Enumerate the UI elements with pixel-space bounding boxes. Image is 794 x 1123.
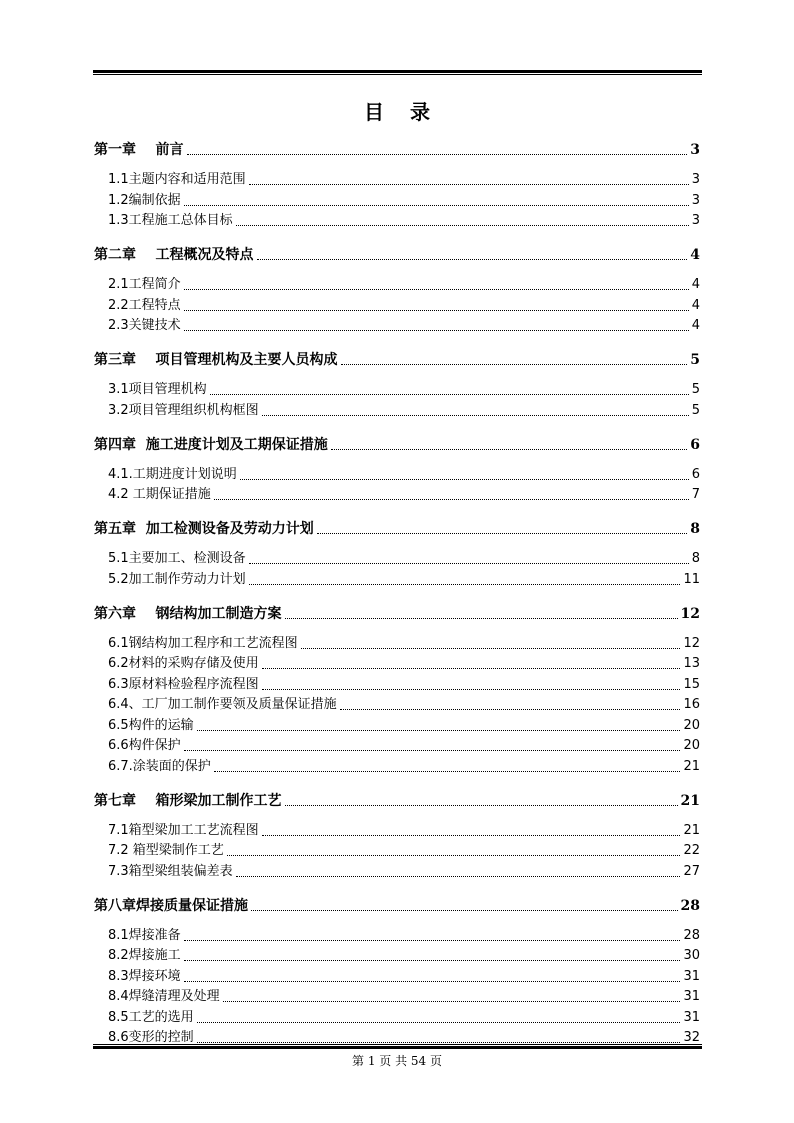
toc-section-entry[interactable]: [94, 296, 700, 316]
toc-section-entry[interactable]: [94, 549, 700, 569]
toc-entry-page: 3: [690, 142, 700, 158]
toc-entry-page: 20: [683, 717, 700, 733]
toc-entry-page: 12: [680, 605, 700, 622]
footer-rule: [93, 1044, 702, 1049]
toc-entry-page: 31: [683, 968, 700, 984]
toc-section-entry[interactable]: [94, 821, 700, 841]
dot-leader: [285, 617, 678, 619]
toc-entry-page: 6: [691, 466, 700, 482]
dot-leader: [257, 258, 688, 260]
toc-chapter-entry[interactable]: [94, 604, 700, 624]
toc-entry-label: 8.6变形的控制: [108, 1030, 194, 1045]
dot-leader: [197, 1021, 681, 1023]
toc-entry-label: 2.3关键技术: [108, 318, 181, 333]
dot-leader: [301, 647, 681, 649]
toc-entry-label: 5.2加工制作劳动力计划: [108, 571, 246, 587]
toc-section-entry[interactable]: [94, 675, 700, 695]
toc-entry-label: 7.3箱型梁组装偏差表: [108, 863, 233, 879]
page-footer: 第 1 页 共 54 页: [352, 1054, 442, 1068]
toc-section-entry[interactable]: [94, 1008, 700, 1028]
dot-leader: [331, 448, 688, 450]
dot-leader: [262, 688, 681, 690]
toc-entry-label: 7.1箱型梁加工工艺流程图: [108, 822, 259, 838]
toc-entry-label: 8.3焊接环境: [108, 968, 181, 984]
toc-title: 目录: [364, 100, 456, 124]
toc-section-entry[interactable]: [94, 570, 700, 590]
dot-leader: [262, 414, 689, 416]
toc-entry-label: 6.3原材料检验程序流程图: [108, 676, 259, 692]
dot-leader: [341, 363, 688, 365]
dot-leader: [285, 804, 678, 806]
toc-section-entry[interactable]: [94, 211, 700, 231]
toc-entry-page: 30: [683, 948, 700, 963]
toc-entry-label: 5.1主要加工、检测设备: [108, 551, 246, 566]
dot-leader: [184, 329, 689, 331]
toc-chapter-entry[interactable]: [94, 519, 700, 539]
toc-section-entry[interactable]: [94, 736, 700, 756]
toc-entry-label: 第四章 施工进度计划及工期保证措施: [94, 436, 328, 453]
toc-entry-page: 28: [683, 927, 700, 943]
dot-leader: [236, 875, 681, 877]
toc-entry-page: 31: [683, 1009, 700, 1025]
toc-entry-page: 7: [691, 487, 700, 502]
toc-entry-page: 21: [683, 758, 700, 774]
toc-chapter-entry[interactable]: [94, 791, 700, 811]
dot-leader: [184, 939, 681, 941]
dot-leader: [262, 834, 681, 836]
dot-leader: [236, 224, 689, 226]
toc-entry-label: 8.1焊接准备: [108, 927, 181, 943]
toc-entry-page: 12: [683, 635, 700, 651]
toc-entry-page: 21: [680, 792, 700, 809]
dot-leader: [249, 183, 689, 185]
toc-entry-label: 1.1主题内容和适用范围: [108, 172, 246, 187]
toc-entry-page: 15: [683, 676, 700, 692]
toc-entry-label: 3.2项目管理组织机构框图: [108, 402, 259, 418]
dot-leader: [184, 288, 689, 290]
dot-leader: [184, 309, 689, 311]
toc-section-entry[interactable]: [94, 380, 700, 400]
toc-section-entry[interactable]: [94, 634, 700, 654]
toc-entry-page: 22: [683, 843, 700, 858]
toc-section-entry[interactable]: [94, 987, 700, 1007]
dot-leader: [184, 204, 689, 206]
toc-entry-page: 20: [683, 738, 700, 753]
toc-section-entry[interactable]: [94, 946, 700, 966]
toc-entry-page: 5: [691, 402, 700, 418]
toc-entry-label: 1.3工程施工总体目标: [108, 213, 233, 228]
toc-section-entry[interactable]: [94, 275, 700, 295]
toc-section-entry[interactable]: [94, 191, 700, 211]
toc-entry-page: 21: [683, 822, 700, 838]
dot-leader: [340, 708, 681, 710]
toc-entry-label: 第二章 工程概况及特点: [94, 247, 254, 263]
toc-entry-label: 6.4、工厂加工制作要领及质量保证措施: [108, 697, 337, 712]
toc-entry-page: 13: [683, 656, 700, 671]
toc-entry-label: 第八章焊接质量保证措施: [94, 897, 248, 914]
header-rule: [93, 70, 702, 75]
dot-leader: [214, 770, 681, 772]
toc-entry-label: 6.6构件保护: [108, 738, 181, 753]
toc-entry-label: 第六章 钢结构加工制造方案: [94, 605, 282, 622]
toc-entry-label: 4.1.工期进度计划说明: [108, 466, 237, 482]
dot-leader: [227, 854, 681, 856]
toc-section-entry[interactable]: [94, 465, 700, 485]
toc-section-entry[interactable]: [94, 862, 700, 882]
toc-entry-label: 6.2材料的采购存储及使用: [108, 656, 259, 671]
toc-section-entry[interactable]: [94, 967, 700, 987]
dot-leader: [249, 583, 681, 585]
toc-entry-label: 8.4焊缝清理及处理: [108, 989, 220, 1004]
dot-leader: [262, 667, 681, 669]
toc-entry-page: 32: [683, 1030, 700, 1045]
toc-entry-page: 5: [691, 382, 700, 397]
dot-leader: [197, 729, 681, 731]
toc-entry-label: 第七章 箱形梁加工制作工艺: [94, 792, 282, 809]
toc-chapter-entry[interactable]: [94, 245, 700, 265]
toc-entry-label: 1.2编制依据: [108, 192, 181, 208]
toc-chapter-entry[interactable]: [94, 350, 700, 370]
toc-entry-page: 8: [690, 521, 700, 537]
toc-section-entry[interactable]: [94, 170, 700, 190]
toc-entry-label: 第三章 项目管理机构及主要人员构成: [94, 352, 338, 368]
toc-section-entry[interactable]: [94, 401, 700, 421]
toc-chapter-entry[interactable]: [94, 140, 700, 160]
toc-entry-page: 31: [683, 989, 700, 1004]
toc-entry-label: 7.2 箱型梁制作工艺: [108, 843, 224, 858]
toc-entry-label: 8.2焊接施工: [108, 948, 181, 963]
toc-entry-page: 3: [691, 213, 700, 228]
toc-entry-page: 27: [683, 863, 700, 879]
toc-entry-page: 8: [691, 551, 700, 566]
toc-section-entry[interactable]: [94, 841, 700, 861]
toc-entry-label: 6.5构件的运输: [108, 717, 194, 733]
dot-leader: [214, 498, 689, 500]
toc-entry-page: 5: [690, 352, 700, 368]
toc-entry-label: 6.1钢结构加工程序和工艺流程图: [108, 635, 298, 651]
toc-section-entry[interactable]: [94, 485, 700, 505]
toc-entry-label: 2.1工程简介: [108, 277, 181, 292]
toc-section-entry[interactable]: [94, 926, 700, 946]
toc-section-entry[interactable]: [94, 716, 700, 736]
toc-section-entry[interactable]: [94, 757, 700, 777]
dot-leader: [197, 1041, 681, 1043]
toc-entry-page: 6: [690, 436, 700, 453]
dot-leader: [184, 980, 681, 982]
dot-leader: [223, 1000, 681, 1002]
toc-entry-page: 4: [691, 318, 700, 333]
dot-leader: [317, 532, 688, 534]
toc-entry-page: 11: [683, 571, 700, 587]
toc-entry-page: 4: [691, 277, 700, 292]
toc-entry-label: 6.7.涂装面的保护: [108, 758, 211, 774]
toc-section-entry[interactable]: [94, 654, 700, 674]
dot-leader: [184, 959, 681, 961]
toc-entry-page: 3: [691, 172, 700, 187]
toc-entry-page: 4: [690, 247, 700, 263]
toc-entry-page: 4: [691, 297, 700, 313]
toc-entry-label: 4.2 工期保证措施: [108, 487, 211, 502]
toc-entry-label: 第一章 前言: [94, 142, 184, 158]
toc-entry-label: 8.5工艺的选用: [108, 1009, 194, 1025]
toc-chapter-entry[interactable]: [94, 435, 700, 455]
toc-entry-label: 2.2工程特点: [108, 297, 181, 313]
dot-leader: [184, 749, 681, 751]
toc-entry-page: 28: [680, 897, 700, 914]
toc-entry-page: 3: [691, 192, 700, 208]
toc-entry-label: 3.1项目管理机构: [108, 382, 207, 397]
toc-chapter-entry[interactable]: [94, 896, 700, 916]
toc-section-entry[interactable]: [94, 695, 700, 715]
dot-leader: [249, 562, 689, 564]
dot-leader: [210, 393, 689, 395]
dot-leader: [240, 478, 689, 480]
dot-leader: [251, 909, 678, 911]
toc-entry-page: 16: [683, 697, 700, 712]
toc-entry-label: 第五章 加工检测设备及劳动力计划: [94, 521, 314, 537]
toc-section-entry[interactable]: [94, 316, 700, 336]
dot-leader: [187, 153, 688, 155]
